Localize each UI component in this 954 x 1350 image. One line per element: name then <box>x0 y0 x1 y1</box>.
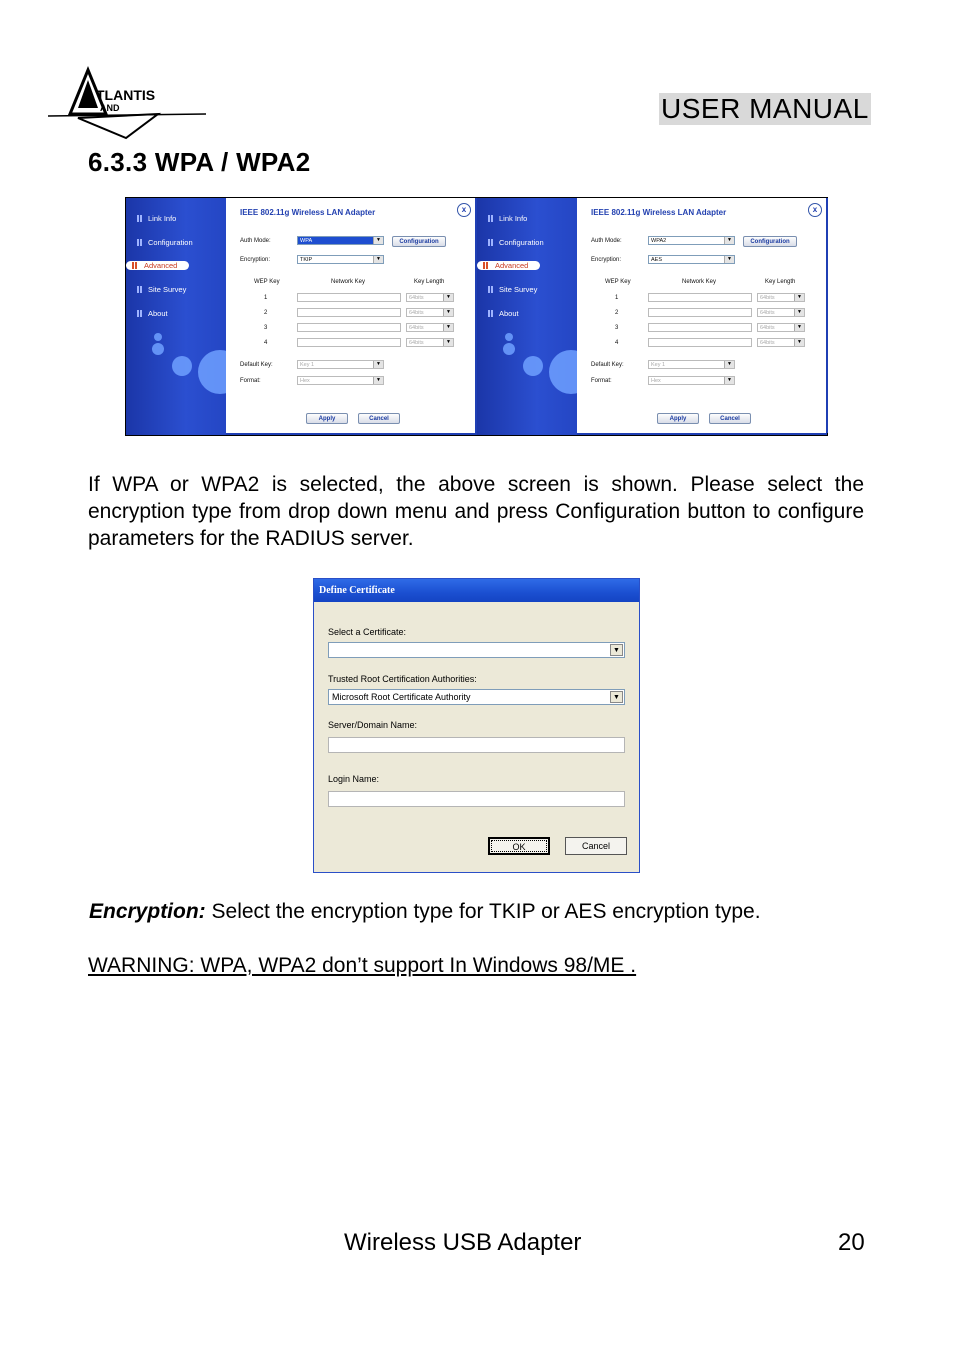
svg-text:TLANTIS: TLANTIS <box>96 87 156 103</box>
sidebar-item-configuration[interactable]: Configuration <box>499 238 544 247</box>
sidebar <box>126 198 226 435</box>
login-name-input[interactable] <box>328 791 625 807</box>
body-paragraph: If WPA or WPA2 is selected, the above screen is shown. Please select the encryption type from drop down menu and press Configuration button to configure parameters for the RADIUS server. <box>88 473 864 550</box>
select-certificate-label: Select a Certificate: <box>328 627 407 637</box>
server-domain-label: Server/Domain Name: <box>328 720 418 730</box>
configuration-button[interactable]: Configuration <box>392 236 446 247</box>
key-length-select[interactable]: 64bits ▼ <box>406 323 454 332</box>
default-key-select[interactable]: Key 1 ▼ <box>648 360 735 369</box>
chevron-down-icon: ▼ <box>373 237 383 244</box>
encryption-description: Select the encryption type for TKIP or AES encryption type. <box>205 900 761 923</box>
network-key-input[interactable] <box>648 308 752 317</box>
key-row-number: 3 <box>615 325 619 331</box>
svg-text:AND: AND <box>100 103 120 113</box>
chevron-down-icon: ▼ <box>794 294 804 301</box>
key-length-header: Key Length <box>414 279 445 285</box>
default-key-label: Default Key: <box>591 362 624 368</box>
cancel-button[interactable]: Cancel <box>358 413 400 424</box>
ok-button[interactable]: OK <box>488 837 550 855</box>
decor-bubble <box>505 333 513 341</box>
apply-button[interactable]: Apply <box>657 413 699 424</box>
decor-bubble <box>523 356 543 376</box>
chevron-down-icon: ▼ <box>443 294 453 301</box>
key-length-header: Key Length <box>765 279 796 285</box>
key-length-select[interactable]: 64bits ▼ <box>406 338 454 347</box>
chevron-down-icon: ▼ <box>443 309 453 316</box>
encryption-label: Encryption: <box>240 257 271 263</box>
key-row-number: 4 <box>264 340 268 346</box>
cancel-button[interactable]: Cancel <box>709 413 751 424</box>
key-row-number: 3 <box>264 325 268 331</box>
chevron-down-icon: ▼ <box>373 256 383 263</box>
chevron-down-icon: ▼ <box>443 339 453 346</box>
dialog-title: Define Certificate <box>319 585 395 596</box>
format-label: Format: <box>240 378 261 384</box>
sidebar-item-about[interactable]: About <box>148 309 168 318</box>
sidebar-item-advanced[interactable]: Advanced <box>126 261 189 270</box>
close-icon[interactable]: x <box>457 203 471 217</box>
key-row-number: 4 <box>615 340 619 346</box>
sidebar-item-about[interactable]: About <box>499 309 519 318</box>
network-key-header: Network Key <box>682 279 717 285</box>
sidebar-item-link-info[interactable]: Link Info <box>148 214 177 223</box>
auth-mode-label: Auth Mode: <box>240 238 271 244</box>
chevron-down-icon: ▼ <box>443 324 453 331</box>
encryption-note <box>89 900 761 924</box>
chevron-down-icon: ▼ <box>794 339 804 346</box>
encryption-label: Encryption: <box>591 257 622 263</box>
sidebar-item-site-survey[interactable]: Site Survey <box>499 285 538 294</box>
select-certificate-dropdown[interactable] <box>328 642 625 658</box>
trusted-root-label: Trusted Root Certification Authorities: <box>328 674 477 684</box>
settings-content <box>577 198 828 433</box>
adapter-title: IEEE 802.11g Wireless LAN Adapter <box>591 208 727 217</box>
chevron-down-icon: ▼ <box>724 256 734 263</box>
chevron-down-icon: ▼ <box>724 237 734 244</box>
chevron-down-icon: ▼ <box>794 309 804 316</box>
format-select[interactable]: Hex ▼ <box>648 376 735 385</box>
network-key-input[interactable] <box>648 338 752 347</box>
chevron-down-icon: ▼ <box>610 644 623 656</box>
network-key-input[interactable] <box>297 338 401 347</box>
default-key-select[interactable]: Key 1 ▼ <box>297 360 384 369</box>
wep-key-header: WEP Key <box>605 279 631 285</box>
configuration-button[interactable]: Configuration <box>743 236 797 247</box>
key-length-select[interactable]: 64bits ▼ <box>757 293 805 302</box>
chevron-down-icon: ▼ <box>724 361 734 368</box>
encryption-select[interactable]: AES ▼ <box>648 255 735 264</box>
decor-bubble <box>152 343 164 355</box>
footer-product: Wireless USB Adapter <box>344 1229 582 1256</box>
chevron-down-icon: ▼ <box>724 377 734 384</box>
auth-mode-select[interactable]: WPA ▼ <box>297 236 384 245</box>
chevron-down-icon: ▼ <box>373 361 383 368</box>
wpa2-panel <box>477 198 828 435</box>
page-number: 20 <box>838 1229 865 1256</box>
close-icon[interactable]: x <box>808 203 822 217</box>
key-length-select[interactable]: 64bits ▼ <box>757 308 805 317</box>
dialog-cancel-button[interactable]: Cancel <box>565 837 627 855</box>
key-length-select[interactable]: 64bits ▼ <box>757 338 805 347</box>
decor-bubble <box>154 333 162 341</box>
adapter-title: IEEE 802.11g Wireless LAN Adapter <box>240 208 376 217</box>
key-row-number: 1 <box>264 295 268 301</box>
key-row-number: 2 <box>264 310 268 316</box>
server-domain-input[interactable] <box>328 737 625 753</box>
chevron-down-icon: ▼ <box>794 324 804 331</box>
dialog-title-bar <box>314 579 639 602</box>
encryption-term: Encryption: <box>89 900 206 923</box>
key-row-number: 2 <box>615 310 619 316</box>
network-key-input[interactable] <box>297 323 401 332</box>
network-key-input[interactable] <box>648 293 752 302</box>
apply-button[interactable]: Apply <box>306 413 348 424</box>
network-key-input[interactable] <box>297 308 401 317</box>
sidebar-item-configuration[interactable]: Configuration <box>148 238 193 247</box>
key-length-select[interactable]: 64bits ▼ <box>406 293 454 302</box>
format-select[interactable]: Hex ▼ <box>297 376 384 385</box>
sidebar-item-advanced[interactable]: Advanced <box>477 261 540 270</box>
decor-bubble <box>172 356 192 376</box>
trusted-root-dropdown[interactable]: Microsoft Root Certificate Authority ▼ <box>328 689 625 705</box>
wep-key-header: WEP Key <box>254 279 280 285</box>
format-label: Format: <box>591 378 612 384</box>
decor-bubble <box>503 343 515 355</box>
warning-text: WARNING: WPA, WPA2 don’t support In Windows 98/ME . <box>88 954 637 977</box>
define-certificate-dialog <box>313 578 640 873</box>
chevron-down-icon: ▼ <box>610 691 623 703</box>
network-key-header: Network Key <box>331 279 366 285</box>
network-key-input[interactable] <box>297 293 401 302</box>
default-key-label: Default Key: <box>240 362 273 368</box>
wpa-wpa2-screenshots <box>125 197 828 436</box>
sidebar-item-site-survey[interactable]: Site Survey <box>148 285 187 294</box>
auth-mode-select[interactable]: WPA2 ▼ <box>648 236 735 245</box>
key-length-select[interactable]: 64bits ▼ <box>406 308 454 317</box>
key-length-select[interactable]: 64bits ▼ <box>757 323 805 332</box>
sidebar-item-link-info[interactable]: Link Info <box>499 214 528 223</box>
manual-title: USER MANUAL <box>661 93 869 124</box>
section-title: 6.3.3 WPA / WPA2 <box>88 147 311 177</box>
key-row-number: 1 <box>615 295 619 301</box>
auth-mode-label: Auth Mode: <box>591 238 622 244</box>
settings-content <box>226 198 477 433</box>
chevron-down-icon: ▼ <box>373 377 383 384</box>
encryption-select[interactable]: TKIP ▼ <box>297 255 384 264</box>
atlantis-logo <box>48 66 208 140</box>
wpa-panel <box>126 198 477 435</box>
login-name-label: Login Name: <box>328 774 380 784</box>
sidebar <box>477 198 577 435</box>
network-key-input[interactable] <box>648 323 752 332</box>
